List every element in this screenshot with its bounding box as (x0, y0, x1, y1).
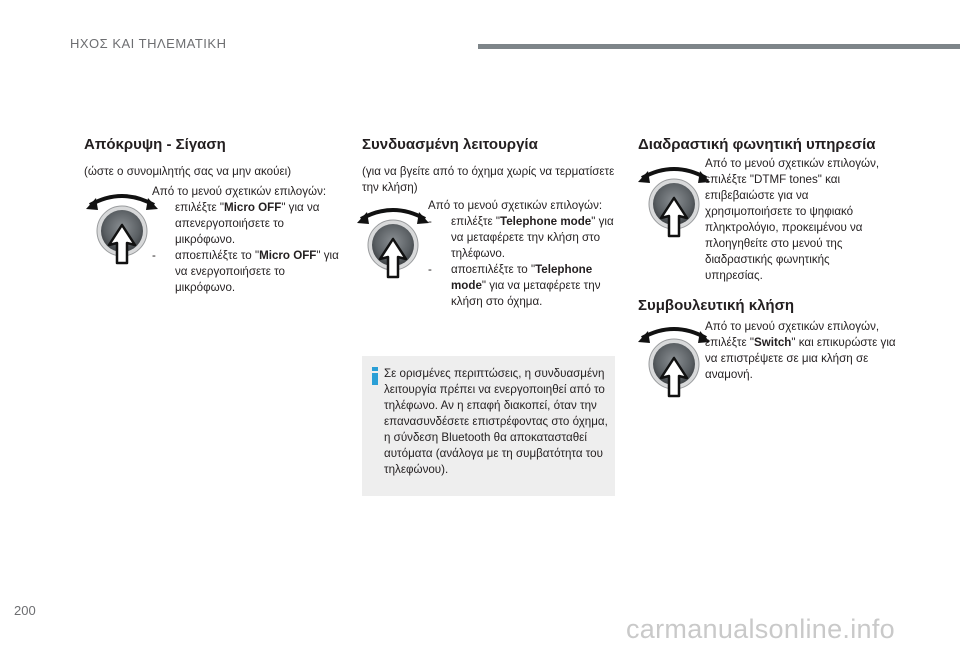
option-switch: Switch (754, 336, 792, 349)
mute-intro: Από το μενού σχετικών επιλογών: (152, 185, 327, 198)
mute-note: (ώστε ο συνομιλητής σας να μην ακούει) (84, 165, 292, 178)
list-item: - επιλέξτε "Micro OFF" για να απενεργοποιήσετε το μικρόφωνο. (152, 201, 320, 246)
section-title-mute: Απόκρυψη - Σίγαση (84, 136, 226, 153)
section-title-combined: Συνδυασμένη λειτουργία (362, 136, 538, 153)
combined-note: (για να βγείτε από το όχημα χωρίς να τερματίσετε την κλήση) (362, 165, 615, 194)
option-micro-off: Micro OFF (224, 201, 282, 214)
header-bar (478, 44, 960, 49)
ivr-text: Από το μενού σχετικών επιλογών, επιλέξτε "DTMF tones" και επιβεβαιώστε για να χρησιμοποιήσετε το ψηφιακό πληκτρολόγιο, προκειμένου να πλοηγηθείτε στο μενού της διαδραστικής φωνητικής υπηρεσίας. (705, 157, 880, 282)
ivr-instructions (705, 156, 885, 284)
option-telephone-mode: Telephone mode (500, 215, 592, 228)
mute-instructions (152, 184, 347, 296)
section-ivr (638, 136, 908, 154)
section-combined (362, 136, 617, 196)
consultation-instructions: Από το μενού σχετικών επιλογών, επιλέξτε "Switch" και επικυρώστε για να επιστρέψετε σε μια κλήση σε αναμονή. (705, 320, 896, 381)
info-box (362, 356, 615, 496)
section-consultation (638, 297, 908, 315)
option-micro-off: Micro OFF (259, 249, 317, 262)
list-item: - επιλέξτε "Telephone mode" για να μεταφέρετε την κλήση στο τηλέφωνο. (428, 215, 614, 260)
list-item: - αποεπιλέξτε το "Micro OFF" για να ενεργοποιήσετε το μικρόφωνο. (152, 249, 339, 294)
control-knob-icon (357, 199, 429, 283)
info-icon (369, 367, 381, 385)
watermark: carmanualsonline.info (626, 614, 895, 644)
section-mute (84, 136, 354, 180)
page-number: 200 (14, 603, 36, 618)
section-title-ivr: Διαδραστική φωνητική υπηρεσία (638, 136, 876, 153)
header-title: ΗΧΟΣ ΚΑΙ ΤΗΛΕΜΑΤΙΚΗ (70, 36, 227, 51)
control-knob-icon (638, 158, 710, 242)
combined-intro: Από το μενού σχετικών επιλογών: (428, 199, 603, 212)
option-telephone-mode: Telephone mode (451, 263, 593, 292)
section-title-consultation: Συμβουλευτική κλήση (638, 297, 794, 314)
control-knob-icon (638, 318, 710, 402)
combined-instructions (428, 198, 618, 310)
info-text: Σε ορισμένες περιπτώσεις, η συνδυασμένη λειτουργία πρέπει να ενεργοποιηθεί από το τηλέφωνο. Αν η επαφή διακοπεί, όταν την επανασυνδέσετε επιστρέφοντας στο όχημα, η σύνδεση Bluetooth θα αποκατασταθεί αυτόματα (ανάλογα με τη συμβατότητα του τηλεφώνου). (384, 367, 608, 476)
list-item: - αποεπιλέξτε το "Telephone mode" για να μεταφέρετε την κλήση στο όχημα. (428, 263, 601, 308)
control-knob-icon (86, 185, 158, 269)
